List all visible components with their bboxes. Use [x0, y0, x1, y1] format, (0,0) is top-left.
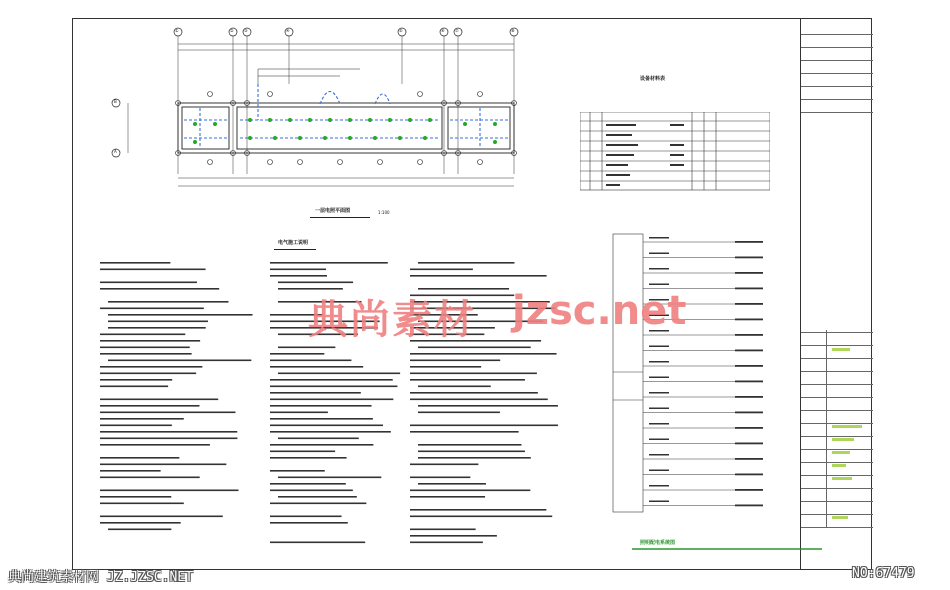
notes-line	[270, 444, 373, 446]
materials-title: 设备材料表	[640, 76, 666, 82]
notes-line	[418, 347, 531, 349]
notes-title: 电气施工说明	[278, 240, 309, 246]
tb-row	[801, 73, 873, 86]
notes-line	[270, 412, 328, 414]
axis-label-3: ③	[244, 28, 248, 33]
notes-line	[100, 425, 172, 427]
notes-line	[100, 308, 204, 310]
notes-line	[100, 366, 202, 368]
tb-row	[801, 34, 873, 47]
notes-line	[278, 438, 359, 440]
system-branch-desc	[735, 412, 763, 414]
notes-line	[410, 431, 519, 433]
footer-site: 典尚建筑素材网 JZ.JZSC.NET	[8, 570, 193, 585]
notes-line	[410, 490, 530, 492]
system-branch-label	[649, 408, 669, 410]
system-branch-label	[649, 470, 669, 472]
system-branch-desc	[735, 365, 763, 367]
notes-line	[410, 392, 538, 394]
notes-line	[100, 503, 184, 505]
notes-line	[100, 269, 206, 271]
notes-line	[270, 353, 324, 355]
axis-label-5: ⑤	[399, 28, 403, 33]
system-branch-label	[649, 392, 669, 394]
notes-line	[270, 360, 351, 362]
notes-line	[410, 379, 525, 381]
tb-row	[801, 47, 873, 60]
notes-line	[418, 457, 531, 459]
axis-label-b: B	[114, 99, 117, 104]
notes-line	[410, 353, 557, 355]
notes-line	[108, 529, 171, 531]
system-branch-label	[649, 237, 669, 239]
notes-line	[270, 516, 342, 518]
notes-line	[410, 366, 481, 368]
system-branch-desc	[735, 319, 763, 321]
watermark-url: jzsc.net	[512, 288, 687, 334]
notes-line	[270, 379, 393, 381]
tb-values	[826, 332, 872, 532]
plan-scale: 1:100	[378, 210, 390, 215]
notes-line	[410, 464, 478, 466]
footer-id: NO:67479	[852, 566, 915, 581]
notes-line	[418, 412, 500, 414]
axis-label-2: ②	[230, 28, 234, 33]
system-branch-desc	[735, 381, 763, 383]
system-branch-label	[649, 454, 669, 456]
system-branch-desc	[735, 489, 763, 491]
notes-line	[100, 282, 197, 284]
notes-line	[410, 275, 547, 277]
notes-line	[100, 373, 196, 375]
system-diagram	[585, 232, 785, 522]
axis-label-6: ⑥	[441, 28, 445, 33]
notes-line	[100, 412, 235, 414]
notes-line	[410, 360, 500, 362]
notes-line	[270, 451, 335, 453]
system-branch-label	[649, 377, 669, 379]
system-branch-label	[649, 439, 669, 441]
system-branch-label	[649, 423, 669, 425]
notes-line	[270, 386, 397, 388]
notes-line	[410, 399, 548, 401]
materials-table	[580, 112, 770, 192]
notes-line	[100, 516, 223, 518]
notes-line	[270, 366, 363, 368]
notes-line	[418, 405, 558, 407]
notes-line	[100, 353, 192, 355]
notes-line	[418, 262, 514, 264]
notes-line	[270, 269, 326, 271]
notes-line	[100, 470, 161, 472]
watermark-main: 典尚素材	[308, 296, 476, 343]
axis-label-a: A	[114, 149, 117, 154]
system-branch-desc	[735, 427, 763, 429]
notes-line	[410, 535, 497, 537]
notes-line	[108, 321, 208, 323]
axis-label-7: ⑦	[455, 28, 459, 33]
system-branch-label	[649, 501, 669, 503]
notes-line	[270, 470, 325, 472]
notes-line	[100, 464, 226, 466]
notes-line	[270, 522, 348, 524]
notes-line	[270, 490, 353, 492]
notes-line	[100, 477, 200, 479]
notes-title-underline	[274, 249, 316, 250]
notes-line	[278, 477, 381, 479]
notes-line	[100, 334, 185, 336]
notes-line	[100, 490, 239, 492]
notes-line	[100, 444, 210, 446]
notes-line	[270, 275, 327, 277]
notes-line	[100, 262, 170, 264]
notes-line	[410, 269, 473, 271]
notes-line	[418, 451, 525, 453]
floor-plan	[100, 24, 540, 224]
notes-line	[108, 327, 206, 329]
system-branch-desc	[735, 458, 763, 460]
notes-line	[270, 542, 365, 544]
notes-line	[100, 405, 199, 407]
notes-line	[270, 392, 361, 394]
notes-line	[278, 347, 335, 349]
tb-row	[801, 99, 873, 112]
system-branch-label	[649, 268, 669, 270]
notes-line	[270, 503, 366, 505]
system-branch-desc	[735, 396, 763, 398]
notes-line	[270, 431, 391, 433]
notes-line	[278, 282, 353, 284]
system-branch-desc	[735, 443, 763, 445]
system-branch-desc	[735, 303, 763, 305]
notes-line	[100, 522, 181, 524]
axis-label-1: ①	[175, 28, 179, 33]
axis-label-8: ⑧	[511, 28, 515, 33]
notes-line	[270, 262, 388, 264]
notes-line	[100, 288, 219, 290]
tb-row	[801, 60, 873, 73]
system-branch-desc	[735, 334, 763, 336]
notes-line	[108, 360, 251, 362]
notes-line	[278, 496, 357, 498]
system-branch-label	[649, 346, 669, 348]
tb-row	[801, 18, 873, 34]
notes-line	[410, 516, 552, 518]
notes-line	[100, 431, 237, 433]
notes-line	[100, 379, 172, 381]
system-branch-desc	[735, 257, 763, 259]
notes-line	[410, 509, 546, 511]
notes-line	[100, 418, 184, 420]
notes-line	[270, 405, 372, 407]
system-branch-desc	[735, 350, 763, 352]
system-branch-label	[649, 253, 669, 255]
notes-line	[100, 340, 200, 342]
system-branch-desc	[735, 288, 763, 290]
notes-line	[410, 477, 470, 479]
notes-line	[278, 373, 400, 375]
tb-row	[801, 86, 873, 99]
notes-line	[100, 457, 179, 459]
notes-line	[410, 542, 483, 544]
notes-line	[410, 425, 558, 427]
notes-line	[108, 314, 253, 316]
notes-line	[108, 301, 228, 303]
system-branch-desc	[735, 241, 763, 243]
notes-line	[270, 399, 393, 401]
notes-line	[418, 386, 491, 388]
system-branch-desc	[735, 505, 763, 507]
axis-label-4: ④	[286, 28, 290, 33]
plan-title-underline	[310, 217, 370, 218]
notes-line	[100, 399, 218, 401]
notes-line	[270, 425, 383, 427]
notes-line	[410, 529, 476, 531]
tb-remarks	[801, 112, 873, 332]
system-branch-desc	[735, 474, 763, 476]
notes-line	[100, 438, 237, 440]
notes-line	[100, 496, 171, 498]
notes-line	[270, 418, 373, 420]
notes-line	[418, 444, 521, 446]
notes-line	[270, 483, 346, 485]
notes-line	[100, 347, 190, 349]
system-note-bar	[632, 548, 822, 550]
system-branch-label	[649, 361, 669, 363]
system-branch-desc	[735, 272, 763, 274]
plan-title: 一层电照平面图	[315, 208, 351, 214]
system-title: 照明配电系统图	[640, 540, 676, 546]
system-branch-label	[649, 485, 669, 487]
notes-line	[410, 373, 537, 375]
notes-line	[270, 457, 347, 459]
notes-line	[100, 386, 168, 388]
notes-line	[418, 483, 486, 485]
notes-line	[410, 496, 485, 498]
system-branch-label	[649, 284, 669, 286]
